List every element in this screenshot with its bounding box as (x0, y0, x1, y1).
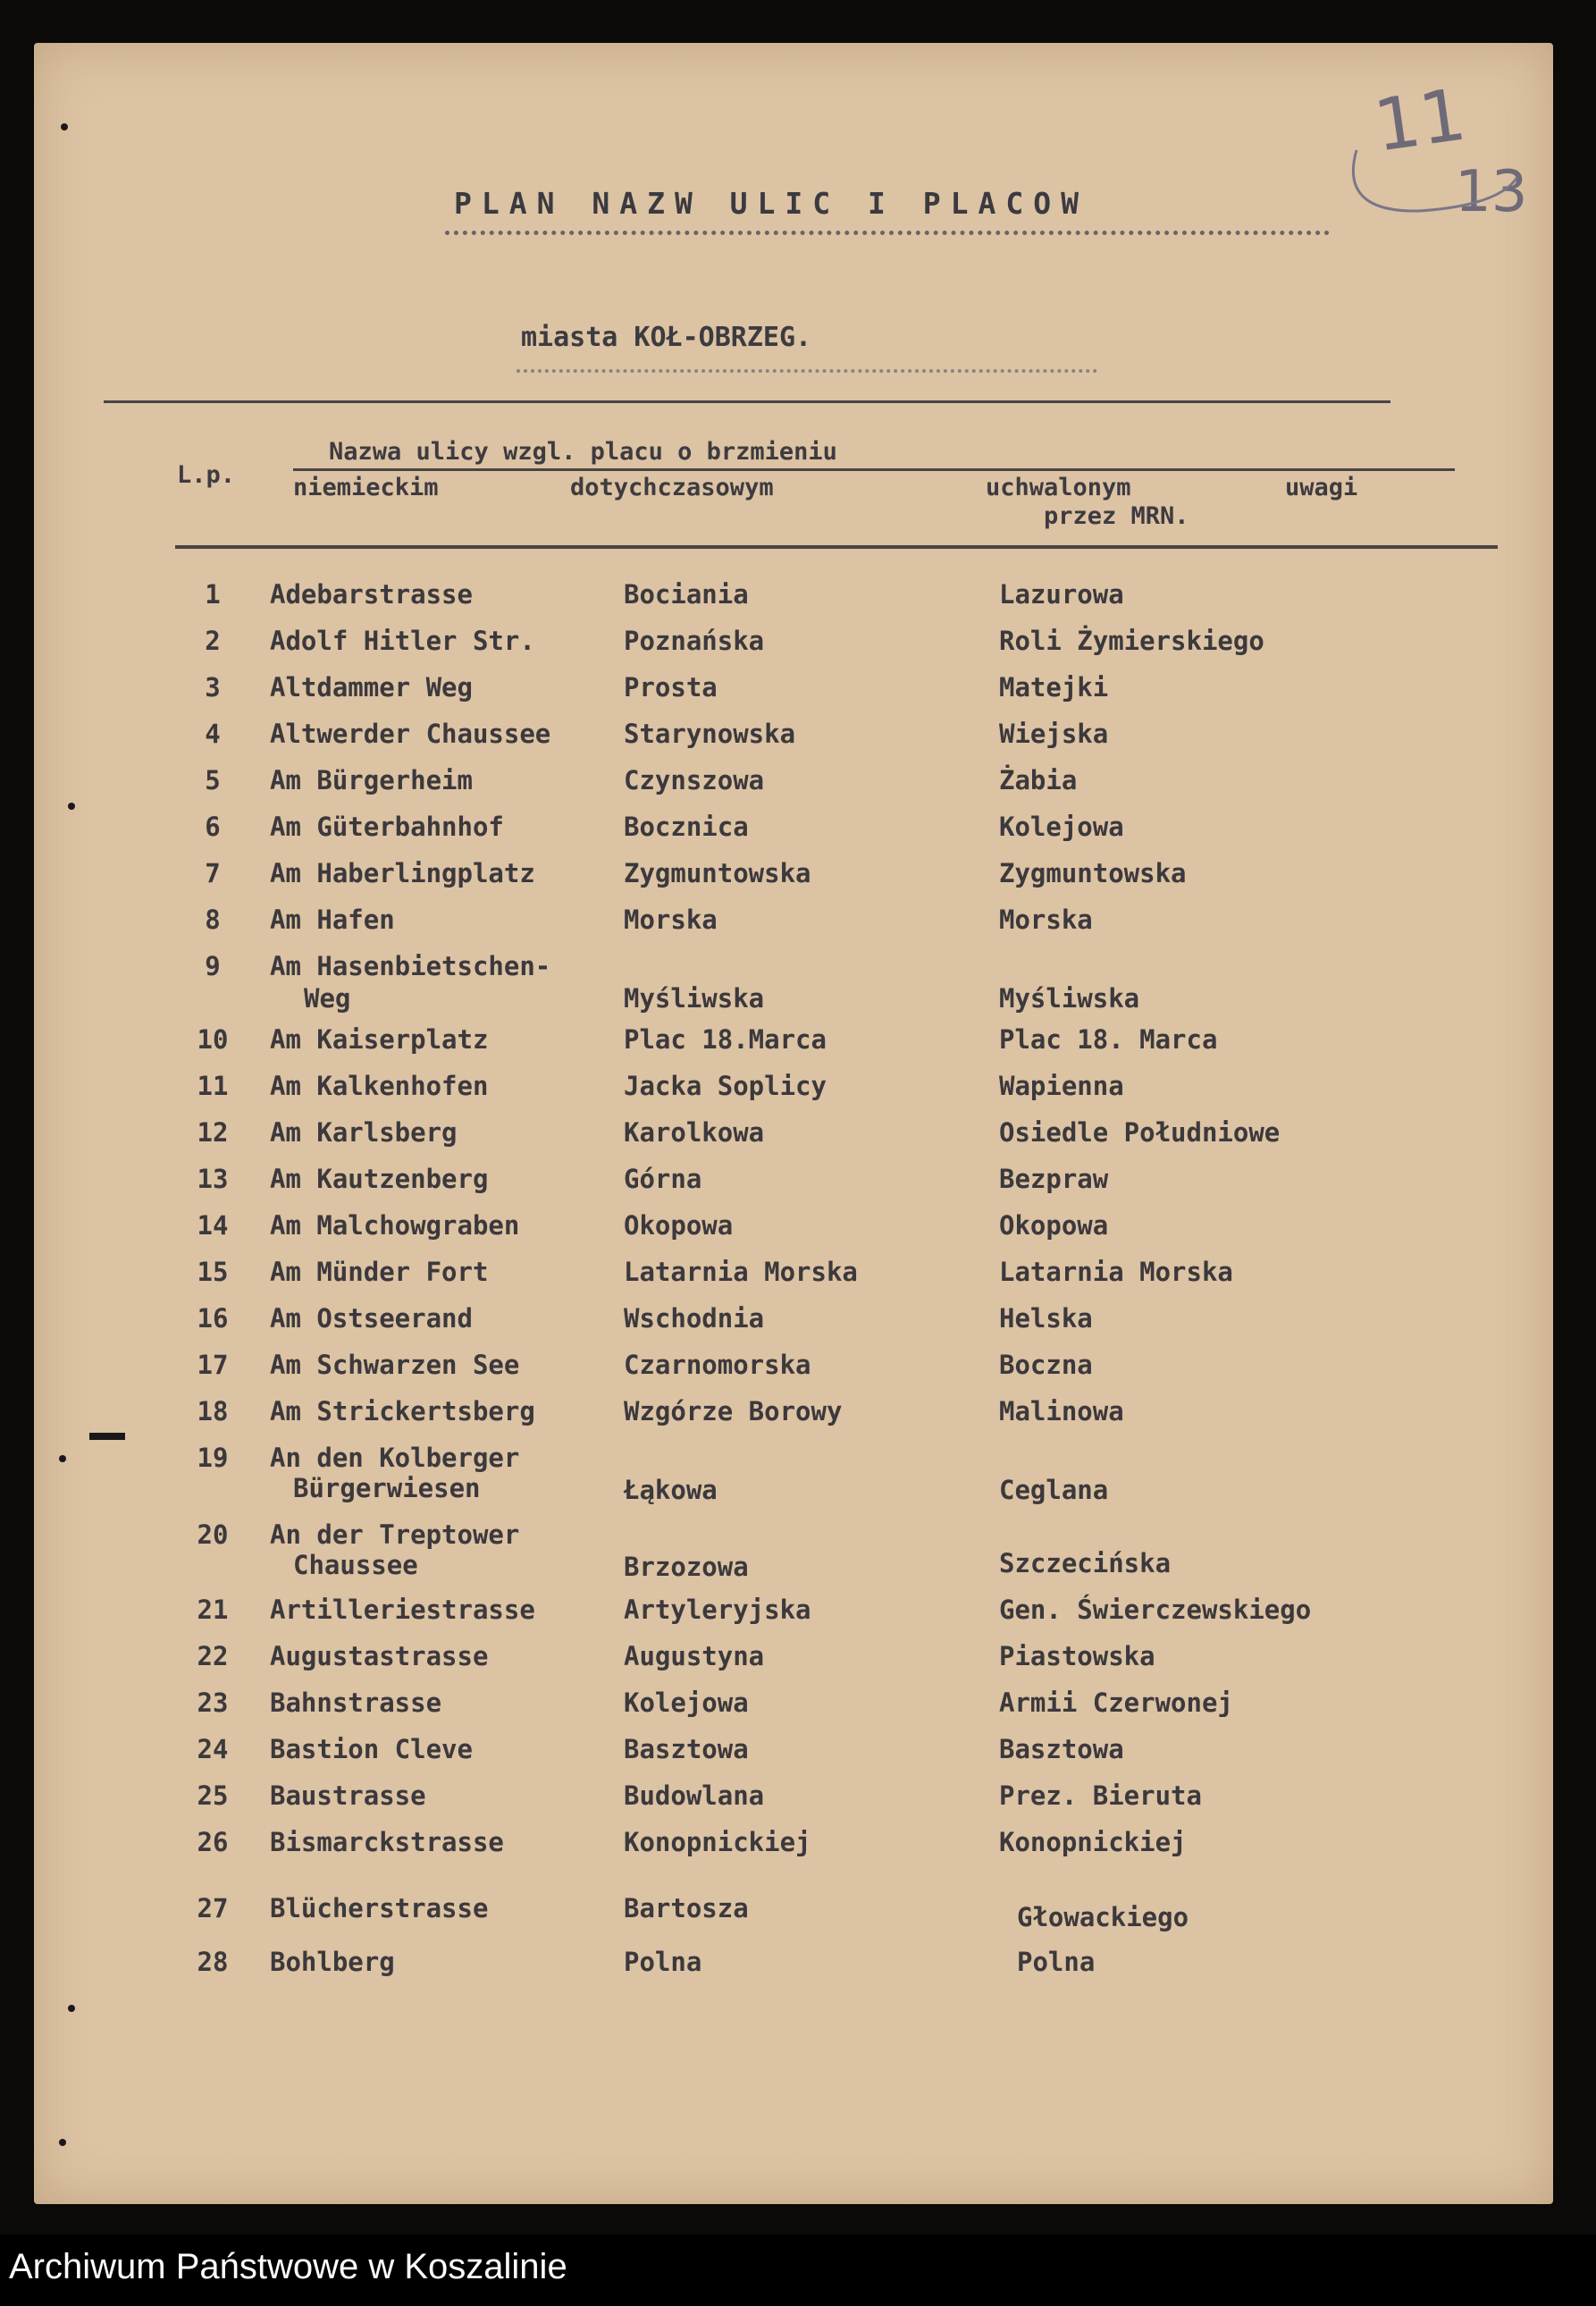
previous-name: Wzgórze Borowy (624, 1396, 843, 1427)
previous-name: Jacka Soplicy (624, 1071, 827, 1101)
new-name: Latarnia Morska (999, 1257, 1233, 1287)
new-name: Boczna (999, 1350, 1093, 1380)
german-name: Bismarckstrasse (270, 1827, 504, 1857)
previous-name: Budowlana (624, 1780, 765, 1811)
document-page (34, 43, 1553, 2204)
new-name: Zygmuntowska (999, 858, 1187, 888)
handwritten-page-number: 11 (1369, 72, 1471, 168)
previous-name: Poznańska (624, 626, 765, 656)
new-name: Lazurowa (999, 579, 1124, 610)
row-number: 26 (197, 1827, 229, 1857)
new-name: Malinowa (999, 1396, 1124, 1427)
previous-name: Konopnickiej (624, 1827, 811, 1857)
new-name: Wiejska (999, 719, 1109, 749)
previous-name: Starynowska (624, 719, 796, 749)
handwritten-folio-number: 13 (1455, 159, 1528, 225)
table-row (34, 1117, 1553, 1153)
table-row (34, 1519, 1553, 1591)
row-number: 4 (205, 719, 221, 749)
new-name: Wapienna (999, 1071, 1124, 1101)
previous-name: Bociania (624, 579, 749, 610)
table-row (34, 672, 1553, 708)
table-row (34, 1827, 1553, 1863)
title-underline (445, 231, 1330, 235)
previous-name: Okopowa (624, 1210, 734, 1241)
header-top-rule (104, 400, 1390, 403)
archive-footer-bar (0, 2234, 1596, 2306)
row-number: 18 (197, 1396, 229, 1427)
german-name: Am Bürgerheim (270, 765, 473, 795)
header-lp: L.p. (177, 461, 236, 489)
new-name: Osiedle Południowe (999, 1117, 1281, 1148)
new-name: Żabia (999, 765, 1078, 795)
table-row (34, 1734, 1553, 1770)
previous-name: Basztowa (624, 1734, 749, 1764)
archive-label: Archiwum Państwowe w Koszalinie (9, 2247, 567, 2286)
new-name: Basztowa (999, 1734, 1124, 1764)
table-row (34, 1303, 1553, 1339)
table-row (34, 1947, 1553, 1982)
row-number: 14 (197, 1210, 229, 1241)
new-name: Matejki (999, 672, 1109, 703)
margin-mark (59, 1455, 66, 1462)
new-name: Konopnickiej (999, 1827, 1187, 1857)
row-number: 11 (197, 1071, 229, 1101)
page-title: PLAN NAZW ULIC I PLACOW (454, 186, 1088, 221)
german-name: Altwerder Chaussee (270, 719, 551, 749)
margin-mark (68, 803, 75, 810)
table-row (34, 858, 1553, 894)
row-number: 24 (197, 1734, 229, 1764)
german-name: Bohlberg (270, 1947, 395, 1977)
previous-name: Artyleryjska (624, 1595, 811, 1625)
margin-mark (59, 2139, 66, 2146)
row-number: 3 (205, 672, 221, 703)
german-name: Am Kaiserplatz (270, 1024, 489, 1055)
row-number: 6 (205, 812, 221, 842)
new-name: Morska (999, 905, 1093, 935)
row-number: 17 (197, 1350, 229, 1380)
subtitle-underline (517, 369, 1097, 373)
table-row (34, 1024, 1553, 1060)
previous-name: Prosta (624, 672, 718, 703)
new-name: Gen. Świerczewskiego (999, 1595, 1312, 1625)
new-name: Prez. Bieruta (999, 1780, 1202, 1811)
header-column-new: uchwalonym (986, 474, 1131, 501)
row-number: 20 (197, 1519, 229, 1550)
previous-name: Polna (624, 1947, 702, 1977)
german-name: Baustrasse (270, 1780, 426, 1811)
previous-name: Bocznica (624, 812, 749, 842)
german-name: An den Kolberger (270, 1443, 520, 1473)
previous-name: Plac 18.Marca (624, 1024, 827, 1055)
row-number: 1 (205, 579, 221, 610)
german-name: Blücherstrasse (270, 1893, 489, 1923)
table-row (34, 579, 1553, 615)
german-name: Am Münder Fort (270, 1257, 489, 1287)
row-number: 28 (197, 1947, 229, 1977)
german-name: Am Kautzenberg (270, 1164, 489, 1194)
german-name: Am Hasenbietschen- (270, 951, 551, 981)
row-number: 10 (197, 1024, 229, 1055)
table-row (34, 1164, 1553, 1199)
german-name: Am Kalkenhofen (270, 1071, 489, 1101)
table-row (34, 1396, 1553, 1432)
table-row (34, 812, 1553, 847)
row-number: 16 (197, 1303, 229, 1334)
german-name: Am Strickertsberg (270, 1396, 535, 1427)
row-number: 15 (197, 1257, 229, 1287)
header-column-previous: dotychczasowym (570, 474, 774, 501)
german-name-line2: Weg (304, 983, 351, 1014)
german-name: Am Malchowgraben (270, 1210, 520, 1241)
previous-name: Czynszowa (624, 765, 765, 795)
header-bottom-rule (175, 545, 1498, 549)
previous-name: Augustyna (624, 1641, 765, 1671)
table-row (34, 765, 1553, 801)
previous-name: Kolejowa (624, 1687, 749, 1718)
german-name: Adebarstrasse (270, 579, 473, 610)
german-name: Bastion Cleve (270, 1734, 473, 1764)
row-number: 13 (197, 1164, 229, 1194)
previous-name: Łąkowa (624, 1475, 718, 1505)
new-name: Armii Czerwonej (999, 1687, 1233, 1718)
table-row (34, 1210, 1553, 1246)
row-number: 2 (205, 626, 221, 656)
margin-mark (89, 1433, 125, 1440)
previous-name: Brzozowa (624, 1552, 749, 1582)
row-number: 5 (205, 765, 221, 795)
new-name: Plac 18. Marca (999, 1024, 1218, 1055)
previous-name: Morska (624, 905, 718, 935)
german-name: Altdammer Weg (270, 672, 473, 703)
table-row (34, 1071, 1553, 1107)
row-number: 21 (197, 1595, 229, 1625)
handwritten-circle-mark (1321, 97, 1535, 231)
new-name: Głowackiego (1017, 1902, 1189, 1932)
table-row (34, 1443, 1553, 1514)
new-name: Szczecińska (999, 1548, 1172, 1578)
german-name: Am Schwarzen See (270, 1350, 520, 1380)
row-number: 27 (197, 1893, 229, 1923)
german-name: Am Haberlingplatz (270, 858, 535, 888)
german-name-line2: Bürgerwiesen (293, 1473, 481, 1503)
previous-name: Bartosza (624, 1893, 749, 1923)
german-name: Am Hafen (270, 905, 395, 935)
row-number: 7 (205, 858, 221, 888)
german-name: Bahnstrasse (270, 1687, 442, 1718)
table-row (34, 1893, 1553, 1932)
new-name: Helska (999, 1303, 1093, 1334)
header-column-new-line2: przez MRN. (1044, 502, 1189, 530)
previous-name: Wschodnia (624, 1303, 765, 1334)
table-row (34, 1780, 1553, 1816)
table-row (34, 905, 1553, 940)
new-name: Okopowa (999, 1210, 1109, 1241)
header-group-rule (293, 468, 1455, 471)
german-name: Am Karlsberg (270, 1117, 458, 1148)
german-name-line2: Chaussee (293, 1550, 418, 1580)
row-number: 22 (197, 1641, 229, 1671)
german-name: Adolf Hitler Str. (270, 626, 535, 656)
row-number: 25 (197, 1780, 229, 1811)
table-row (34, 1257, 1553, 1292)
new-name: Myśliwska (999, 983, 1140, 1014)
margin-mark (68, 2005, 75, 2012)
header-column-notes: uwagi (1285, 474, 1358, 501)
header-group-label: Nazwa ulicy wzgl. placu o brzmieniu (329, 438, 837, 466)
table-row (34, 626, 1553, 661)
table-row (34, 719, 1553, 754)
previous-name: Latarnia Morska (624, 1257, 858, 1287)
header-column-german: niemieckim (293, 474, 439, 501)
new-name: Ceglana (999, 1475, 1109, 1505)
new-name: Piastowska (999, 1641, 1155, 1671)
new-name: Bezpraw (999, 1164, 1109, 1194)
row-number: 19 (197, 1443, 229, 1473)
margin-mark (61, 123, 68, 130)
table-row (34, 1350, 1553, 1385)
page-subtitle: miasta KOŁ-OBRZEG. (521, 322, 812, 353)
previous-name: Zygmuntowska (624, 858, 811, 888)
table-row (34, 1595, 1553, 1630)
german-name: Artilleriestrasse (270, 1595, 535, 1625)
table-row (34, 1687, 1553, 1723)
german-name: Augustastrasse (270, 1641, 489, 1671)
row-number: 12 (197, 1117, 229, 1148)
row-number: 23 (197, 1687, 229, 1718)
previous-name: Górna (624, 1164, 702, 1194)
new-name: Kolejowa (999, 812, 1124, 842)
new-name: Polna (1017, 1947, 1096, 1977)
row-number: 9 (205, 951, 221, 981)
new-name: Roli Żymierskiego (999, 626, 1264, 656)
table-row (34, 951, 1553, 1023)
previous-name: Karolkowa (624, 1117, 765, 1148)
previous-name: Czarnomorska (624, 1350, 811, 1380)
german-name: Am Güterbahnhof (270, 812, 504, 842)
german-name: An der Treptower (270, 1519, 520, 1550)
row-number: 8 (205, 905, 221, 935)
table-row (34, 1641, 1553, 1677)
previous-name: Myśliwska (624, 983, 765, 1014)
german-name: Am Ostseerand (270, 1303, 473, 1334)
